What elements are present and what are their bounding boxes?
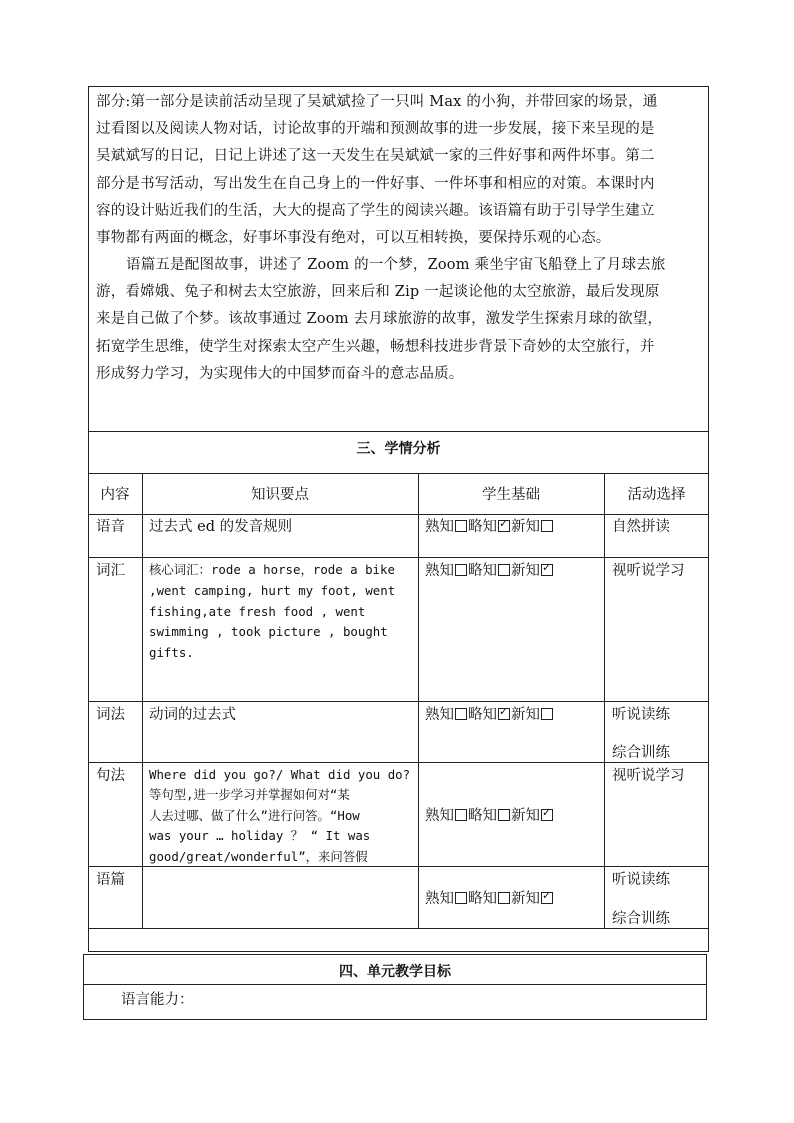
text-line: 吴斌斌写的日记，日记上讲述了这一天发生在吴斌斌一家的三件好事和两件坏事。第二 [96,148,655,165]
knowledge-line: 核心词汇：rode a horse，rode a bike [149,562,395,577]
knowledge-line: 人去过哪、做了什么”进行问答。“How [149,807,360,823]
row-label: 语篇 [96,872,125,888]
column-header-points: 知识要点 [251,487,309,503]
knowledge-line: good/great/wonderful”，来问答假 [149,848,368,864]
activity-choice: 综合训练 [612,911,670,927]
row-label: 词法 [96,707,125,723]
column-divider [418,473,419,928]
column-header-activity: 活动选择 [627,487,686,503]
knowledge-point: 过去式 ed 的发音规则 [149,519,293,535]
row-divider [88,701,709,702]
activity-choice: 听说读练 [612,707,670,723]
student-base: 熟知 略知 新知✓ [425,806,554,826]
text-line: 语篇五是配图故事，讲述了 Zoom 的一个梦，Zoom 乘坐宇宙飞船登上了月球去旅 [126,257,666,273]
knowledge-line: gifts. [149,645,194,661]
column-divider [604,473,605,928]
checkbox-checked-icon [498,708,510,720]
text-line: 部分:第一部分是读前活动呈现了吴斌斌捡了一只叫 Max 的小狗，并带回家的场景，通 [96,94,658,110]
student-base: 熟知 略知✓ 新知 [425,705,554,725]
text-line: 过看图以及阅读人物对话，讨论故事的开端和预测故事的进一步发展，接下来呈现的是 [96,121,655,138]
student-base: 熟知 略知 新知✓ [425,889,554,909]
activity-choice: 视听说学习 [612,563,685,579]
checkbox-icon [498,892,510,904]
language-ability-label: 语言能力： [121,992,194,1008]
checkbox-icon [455,708,467,720]
activity-choice: 综合训练 [612,745,670,761]
knowledge-point-list [149,765,413,867]
knowledge-point-list [149,560,413,664]
checkbox-icon [455,520,467,532]
row-label: 语音 [96,519,125,535]
student-base: 熟知 略知 新知✓ [425,561,554,581]
row-divider [88,514,709,515]
section-title: 三、学情分析 [356,441,441,457]
column-header-base: 学生基础 [482,487,540,503]
knowledge-line: 等句型,进一步学习并掌握如何对“某 [149,787,350,803]
row-divider [88,557,709,558]
activity-choice: 自然拼读 [612,519,670,535]
checkbox-checked-icon [498,520,510,532]
text-line: 游，看嫦娥、兔子和树去太空旅游，回来后和 Zip 一起谈论他的太空旅游，最后发现原 [96,284,660,301]
checkbox-checked-icon [541,564,553,576]
intro-paragraph-2 [96,252,702,388]
text-line: 容的设计贴近我们的生活，大大的提高了学生的阅读兴趣。该语篇有助于引导学生建立 [96,202,655,219]
checkbox-checked-icon [541,809,553,821]
checkbox-icon [455,564,467,576]
checkbox-checked-icon [541,892,553,904]
checkbox-icon [541,520,553,532]
knowledge-line: was your … holiday ？ “ It was [149,828,371,844]
text-line: 来是自己做了个梦。该故事通过 Zoom 去月球旅游的故事，激发学生探索月球的欲望， [96,311,663,328]
row-label: 句法 [96,768,125,784]
knowledge-line: Where did you go?/ What did you do? [149,767,411,782]
activity-choice: 视听说学习 [612,768,685,784]
row-divider [88,431,709,432]
row-divider [88,473,709,474]
student-base: 熟知 略知✓ 新知 [425,517,554,537]
checkbox-icon [455,892,467,904]
knowledge-line: fishing,ate fresh food , went [149,603,366,619]
row-divider [83,984,707,985]
knowledge-line: ,went camping, hurt my foot, went [149,582,396,598]
text-line: 形成努力学习，为实现伟大的中国梦而奋斗的意志品质。 [96,365,464,382]
column-header-content: 内容 [100,487,130,503]
row-label: 词汇 [96,563,125,579]
checkbox-icon [541,708,553,720]
checkbox-icon [498,564,510,576]
section-title: 四、单元教学目标 [339,964,451,980]
checkbox-icon [455,809,467,821]
text-line: 拓宽学生思维，使学生对探索太空产生兴趣，畅想科技进步背景下奇妙的太空旅行，并 [96,338,655,355]
knowledge-point: 动词的过去式 [149,707,236,723]
text-line: 部分是书写活动，写出发生在自己身上的一件好事、一件坏事和相应的对策。本课时内 [96,175,655,192]
activity-choice: 听说读练 [612,872,670,888]
column-divider [142,473,143,928]
knowledge-line: swimming , took picture , bought [149,624,388,640]
intro-paragraph-1 [96,89,702,252]
text-line: 事物都有两面的概念，好事坏事没有绝对，可以互相转换，要保持乐观的心态。 [96,230,611,247]
checkbox-icon [498,809,510,821]
